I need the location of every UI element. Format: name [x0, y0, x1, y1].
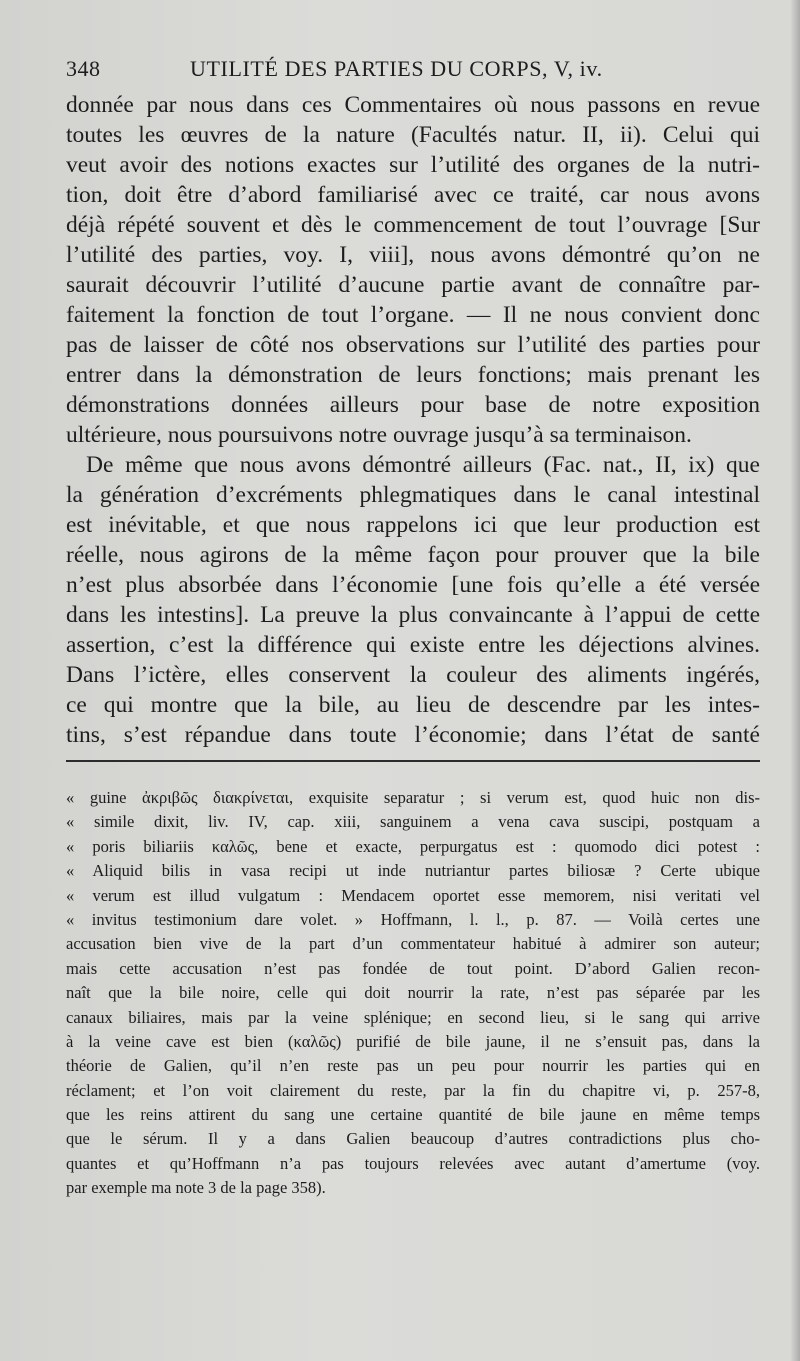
- body-line: la génération d’excréments phlegmatiques dans le canal intestinal: [66, 482, 760, 508]
- body-line: donnée par nous dans ces Commentaires où nous passons en revue: [66, 92, 760, 118]
- footnote-line: « verum est illud vulgatum : Mendacem oportet esse memorem, nisi veritati vel: [66, 885, 760, 905]
- footnote-line: « simile dixit, liv. IV, cap. xiii, sanguinem a vena cava suscipi, postquam a: [66, 812, 760, 832]
- main-text: [66, 90, 760, 750]
- body-line: veut avoir des notions exactes sur l’utilité des organes de la nutri-: [66, 152, 760, 178]
- body-line: tins, s’est répandue dans toute l’économie; dans l’état de santé: [66, 722, 760, 748]
- body-line: assertion, c’est la différence qui existe entre les déjections alvines.: [66, 632, 760, 658]
- body-line: Dans l’ictère, elles conservent la couleur des aliments ingérés,: [66, 662, 760, 688]
- body-line: tion, doit être d’abord familiarisé avec ce traité, car nous avons: [66, 182, 760, 208]
- footnote-line: réclament; et l’on voit clairement du reste, par la fin du chapitre vi, p. 257-8,: [66, 1080, 760, 1100]
- body-line: démonstrations données ailleurs pour base de notre exposition: [66, 392, 760, 418]
- footnote-line: théorie de Galien, qu’il n’en reste pas un peu pour nourrir les parties qui en: [66, 1056, 760, 1076]
- body-line: De même que nous avons démontré ailleurs (Fac. nat., II, ix) que: [86, 452, 760, 478]
- page-edge-shadow: [790, 0, 800, 1361]
- body-line: toutes les œuvres de la nature (Facultés natur. II, ii). Celui qui: [66, 122, 760, 148]
- body-line: réelle, nous agirons de la même façon pour prouver que la bile: [66, 542, 760, 568]
- footnote-line: à la veine cave est bien (καλῶς) purifié de bile jaune, il ne s’ensuit pas, dans la: [66, 1031, 760, 1051]
- footnote-line: quantes et qu’Hoffmann n’a pas toujours relevées avec autant d’amertume (voy.: [66, 1153, 760, 1173]
- footnote-line: accusation bien vive de la part d’un commentateur habitué à admirer son auteur;: [66, 934, 760, 954]
- body-line: saurait découvrir l’utilité d’aucune partie avant de connaître par-: [66, 272, 760, 298]
- body-line: dans les intestins]. La preuve la plus convaincante à l’appui de cette: [66, 602, 760, 628]
- body-line: n’est plus absorbée dans l’économie [une fois qu’elle a été versée: [66, 572, 760, 598]
- footnote-line: « poris biliariis καλῶς, bene et exacte, perpurgatus est : quomodo dici potest :: [66, 836, 760, 856]
- footnote-line: par exemple ma note 3 de la page 358).: [66, 1178, 326, 1198]
- footnote-line: naît que la bile noire, celle qui doit nourrir la rate, n’est pas séparée par les: [66, 983, 760, 1003]
- body-line: entrer dans la démonstration de leurs fonctions; mais prenant les: [66, 362, 760, 388]
- page-number: 348: [66, 56, 101, 81]
- footnote: [66, 786, 760, 1201]
- body-line: ce qui montre que la bile, au lieu de descendre par les intes-: [66, 692, 760, 718]
- page-header: [66, 56, 746, 88]
- body-line: l’utilité des parties, voy. I, viii], nous avons démontré qu’on ne: [66, 242, 760, 268]
- footnote-line: mais cette accusation n’est pas fondée de tout point. D’abord Galien recon-: [66, 958, 760, 978]
- footnote-line: « Aliquid bilis in vasa recipi ut inde nutriantur partes biliosæ ? Certe ubique: [66, 861, 760, 881]
- footnote-line: canaux biliaires, mais par la veine splénique; en second lieu, si le sang qui arrive: [66, 1007, 760, 1027]
- body-line: déjà répété souvent et dès le commencement de tout l’ouvrage [Sur: [66, 212, 760, 238]
- running-title: UTILITÉ DES PARTIES DU CORPS, V, iv.: [190, 56, 603, 81]
- body-line: pas de laisser de côté nos observations sur l’utilité des parties pour: [66, 332, 760, 358]
- body-line: ultérieure, nous poursuivons notre ouvrage jusqu’à sa terminaison.: [66, 422, 692, 448]
- body-line: est inévitable, et que nous rappelons ici que leur production est: [66, 512, 760, 538]
- footnote-line: que le sérum. Il y a dans Galien beaucoup d’autres contradictions plus cho-: [66, 1129, 760, 1149]
- footnote-line: « invitus testimonium dare volet. » Hoffmann, l. l., p. 87. — Voilà certes une: [66, 909, 760, 929]
- footnote-line: « guine ἀκριβῶς διακρίνεται, exquisite separatur ; si verum est, quod huic non dis-: [66, 788, 760, 807]
- footnote-line: que les reins attirent du sang une certaine quantité de bile jaune en même temps: [66, 1105, 760, 1125]
- body-line: faitement la fonction de tout l’organe. — Il ne nous convient donc: [66, 302, 760, 328]
- footnote-divider: [66, 760, 760, 762]
